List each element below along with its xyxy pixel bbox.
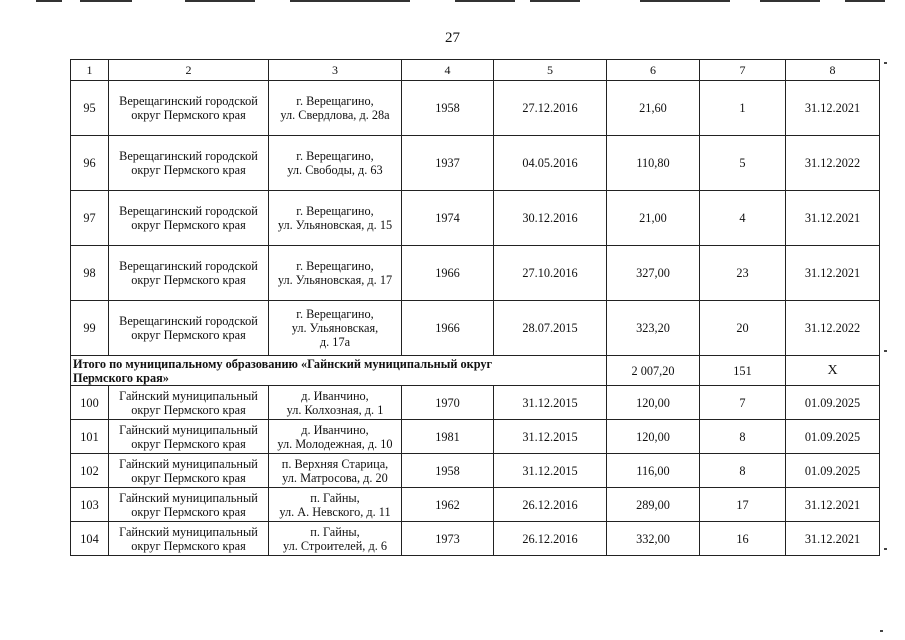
date-cell: 26.12.2016 [494, 488, 607, 522]
address-line: д. Иванчино, [301, 388, 369, 403]
municipality-cell [109, 136, 269, 191]
row-number: 98 [71, 246, 109, 301]
total-mark: Х [786, 356, 880, 386]
area-cell: 289,00 [607, 488, 700, 522]
municipality-line: округ Пермского края [131, 538, 246, 553]
people-cell: 8 [700, 454, 786, 488]
year-cell: 1981 [402, 420, 494, 454]
municipality-cell [109, 246, 269, 301]
address-line: г. Верещагино, [296, 307, 374, 321]
municipality-line: Верещагинский городской [119, 94, 258, 108]
table-row [71, 246, 880, 301]
table-row [71, 488, 880, 522]
address-cell [269, 386, 402, 420]
table-row [71, 522, 880, 556]
row-number: 102 [71, 454, 109, 488]
total-area: 2 007,20 [607, 356, 700, 386]
area-cell: 323,20 [607, 301, 700, 356]
address-line: ул. Свердлова, д. 28а [280, 108, 390, 122]
municipality-line: Гайнский муниципальный [119, 388, 258, 403]
address-line: ул. Строителей, д. 6 [282, 538, 388, 553]
municipality-line: округ Пермского края [131, 436, 246, 451]
deadline-cell: 01.09.2025 [786, 420, 880, 454]
scan-margin-mark [884, 548, 887, 550]
area-cell: 120,00 [607, 420, 700, 454]
column-header: 1 [71, 60, 109, 81]
year-cell: 1973 [402, 522, 494, 556]
municipality-cell [109, 454, 269, 488]
address-cell [269, 488, 402, 522]
scan-edge-marks [0, 0, 905, 3]
table-row [71, 454, 880, 488]
address-line: ул. Ульяновская, д. 17 [277, 273, 393, 287]
housing-registry-table [70, 59, 880, 556]
municipality-line: округ Пермского края [131, 218, 246, 232]
municipality-line: Гайнский муниципальный [119, 524, 258, 539]
people-cell: 1 [700, 81, 786, 136]
address-cell [269, 522, 402, 556]
address-line: п. Верхняя Старица, [281, 456, 389, 471]
deadline-cell: 31.12.2021 [786, 81, 880, 136]
people-cell: 20 [700, 301, 786, 356]
deadline-cell: 31.12.2022 [786, 301, 880, 356]
address-line: д. Иванчино, [301, 422, 369, 437]
people-cell: 16 [700, 522, 786, 556]
total-label [71, 356, 607, 386]
area-cell: 332,00 [607, 522, 700, 556]
deadline-cell: 31.12.2022 [786, 136, 880, 191]
municipality-line: Гайнский муниципальный [119, 456, 258, 471]
row-number: 103 [71, 488, 109, 522]
column-header: 4 [402, 60, 494, 81]
year-cell: 1966 [402, 301, 494, 356]
year-cell: 1937 [402, 136, 494, 191]
municipality-line: округ Пермского края [131, 273, 246, 287]
municipality-line: округ Пермского края [131, 504, 246, 519]
total-row [71, 356, 880, 386]
address-line: ул. А. Невского, д. 11 [279, 504, 391, 519]
date-cell: 31.12.2015 [494, 420, 607, 454]
year-cell: 1966 [402, 246, 494, 301]
row-number: 97 [71, 191, 109, 246]
scan-margin-mark [884, 350, 887, 352]
people-cell: 17 [700, 488, 786, 522]
date-cell: 30.12.2016 [494, 191, 607, 246]
address-line: д. 17а [319, 335, 351, 349]
address-cell [269, 246, 402, 301]
row-number: 104 [71, 522, 109, 556]
column-header: 8 [786, 60, 880, 81]
people-cell: 7 [700, 386, 786, 420]
address-cell [269, 191, 402, 246]
row-number: 101 [71, 420, 109, 454]
address-line: п. Гайны, [310, 490, 360, 505]
column-header: 5 [494, 60, 607, 81]
municipality-line: округ Пермского края [131, 328, 246, 342]
year-cell: 1958 [402, 81, 494, 136]
deadline-cell: 01.09.2025 [786, 454, 880, 488]
deadline-cell: 31.12.2021 [786, 246, 880, 301]
table-row [71, 301, 880, 356]
deadline-cell: 31.12.2021 [786, 522, 880, 556]
municipality-line: округ Пермского края [131, 108, 246, 122]
column-header: 3 [269, 60, 402, 81]
scan-margin-mark [884, 62, 887, 64]
area-cell: 110,80 [607, 136, 700, 191]
table-row [71, 81, 880, 136]
total-people: 151 [700, 356, 786, 386]
area-cell: 116,00 [607, 454, 700, 488]
year-cell: 1974 [402, 191, 494, 246]
year-cell: 1958 [402, 454, 494, 488]
address-line: г. Верещагино, [296, 149, 374, 163]
address-line: ул. Молодежная, д. 10 [277, 436, 393, 451]
deadline-cell: 31.12.2021 [786, 488, 880, 522]
date-cell: 04.05.2016 [494, 136, 607, 191]
address-line: г. Верещагино, [296, 94, 374, 108]
column-header: 2 [109, 60, 269, 81]
row-number: 99 [71, 301, 109, 356]
municipality-cell [109, 386, 269, 420]
municipality-line: Верещагинский городской [119, 314, 258, 328]
municipality-line: Гайнский муниципальный [119, 490, 258, 505]
scan-margin-mark [880, 630, 883, 632]
municipality-line: округ Пермского края [131, 163, 246, 177]
people-cell: 4 [700, 191, 786, 246]
deadline-cell: 01.09.2025 [786, 386, 880, 420]
municipality-cell [109, 420, 269, 454]
date-cell: 28.07.2015 [494, 301, 607, 356]
address-line: ул. Ульяновская, [291, 321, 379, 335]
date-cell: 27.12.2016 [494, 81, 607, 136]
column-header: 7 [700, 60, 786, 81]
address-line: г. Верещагино, [296, 204, 374, 218]
address-cell [269, 301, 402, 356]
row-number: 96 [71, 136, 109, 191]
municipality-line: округ Пермского края [131, 402, 246, 417]
header-row [71, 60, 880, 81]
area-cell: 327,00 [607, 246, 700, 301]
people-cell: 5 [700, 136, 786, 191]
table-row [71, 420, 880, 454]
address-cell [269, 420, 402, 454]
municipality-cell [109, 81, 269, 136]
deadline-cell: 31.12.2021 [786, 191, 880, 246]
date-cell: 31.12.2015 [494, 386, 607, 420]
municipality-cell [109, 191, 269, 246]
total-label-line: Итого по муниципальному образованию «Гайнский муниципальный округ [73, 356, 493, 371]
date-cell: 26.12.2016 [494, 522, 607, 556]
table-row [71, 191, 880, 246]
address-cell [269, 81, 402, 136]
address-line: г. Верещагино, [296, 259, 374, 273]
year-cell: 1962 [402, 488, 494, 522]
total-label-line: Пермского края» [73, 370, 169, 385]
area-cell: 120,00 [607, 386, 700, 420]
municipality-line: Верещагинский городской [119, 259, 258, 273]
municipality-line: округ Пермского края [131, 470, 246, 485]
table-row [71, 136, 880, 191]
row-number: 95 [71, 81, 109, 136]
municipality-line: Верещагинский городской [119, 204, 258, 218]
column-header: 6 [607, 60, 700, 81]
municipality-cell [109, 301, 269, 356]
address-line: ул. Свободы, д. 63 [287, 163, 383, 177]
address-line: ул. Ульяновская, д. 15 [277, 218, 393, 232]
address-line: ул. Колхозная, д. 1 [286, 402, 384, 417]
page-number: 27 [445, 30, 460, 46]
people-cell: 8 [700, 420, 786, 454]
address-cell [269, 136, 402, 191]
municipality-cell [109, 522, 269, 556]
table-row [71, 386, 880, 420]
area-cell: 21,00 [607, 191, 700, 246]
municipality-line: Гайнский муниципальный [119, 422, 258, 437]
address-cell [269, 454, 402, 488]
year-cell: 1970 [402, 386, 494, 420]
area-cell: 21,60 [607, 81, 700, 136]
date-cell: 27.10.2016 [494, 246, 607, 301]
row-number: 100 [71, 386, 109, 420]
municipality-cell [109, 488, 269, 522]
address-line: ул. Матросова, д. 20 [282, 470, 388, 485]
address-line: п. Гайны, [310, 524, 360, 539]
date-cell: 31.12.2015 [494, 454, 607, 488]
people-cell: 23 [700, 246, 786, 301]
municipality-line: Верещагинский городской [119, 149, 258, 163]
